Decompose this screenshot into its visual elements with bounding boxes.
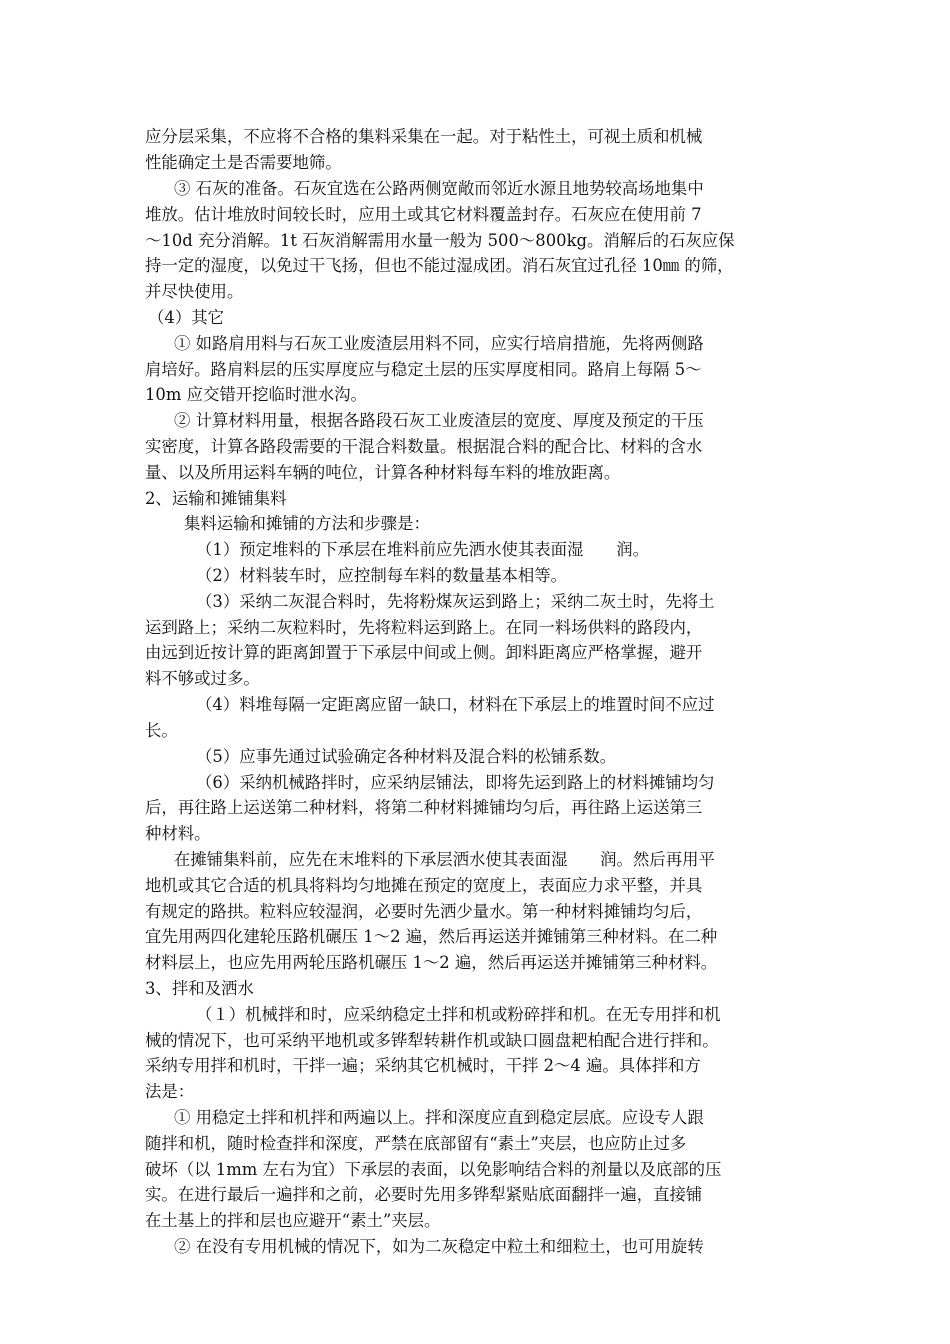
text-line: 应分层采集，不应将不合格的集料采集在一起。对于粘性土，可视土质和机械 [145,127,703,146]
text-line: 后，再往路上运送第二种材料，将第二种材料摊铺均匀后，再往路上运送第三 [145,798,703,817]
text-line: 集料运输和摊铺的方法和步骤是： [184,514,430,533]
text-line: 实密度，计算各路段需要的干混合料数量。根据混合料的配合比、材料的含水 [145,437,703,456]
text-line: 在摊铺集料前，应先在末堆料的下承层洒水使其表面湿 润。然后再用平 [174,850,715,869]
text-line: （5）应事先通过试验确定各种材料及混合料的松铺系数。 [196,747,617,766]
text-line: 肩培好。路肩料层的压实厚度应与稳定土层的压实厚度相同。路肩上每隔 5～ [145,360,702,379]
text-line: 有规定的路拱。粒料应较湿润，必要时先洒少量水。第一种材料摊铺均匀后， [145,902,703,921]
text-line: 地机或其它合适的机具将料均匀地摊在预定的宽度上，表面应力求平整，并具 [145,876,703,895]
text-line: （2）材料装车时，应控制每车料的数量基本相等。 [196,566,568,585]
text-line: 堆放。估计堆放时间较长时，应用土或其它材料覆盖封存。石灰应在使用前 7 [145,205,702,224]
section-heading: 3、拌和及洒水 [145,979,254,998]
text-line: 长。 [145,721,178,740]
text-line: ② 计算材料用量，根据各路段石灰工业废渣层的宽度、厚度及预定的干压 [174,411,704,430]
text-line: 运到路上；采纳二灰粒料时，先将粒料运到路上。在同一料场供料的路段内， [145,618,703,637]
text-line: ① 如路肩用料与石灰工业废渣层用料不同，应实行培肩措施，先将两侧路 [174,334,704,353]
text-line: （3）采纳二灰混合料时，先将粉煤灰运到路上；采纳二灰土时，先将土 [196,592,715,611]
text-line: 破坏（以 1mm 左右为宜）下承层的表面，以免影响结合料的剂量以及底部的压 [145,1160,722,1179]
text-line: 随拌和机，随时检查拌和深度，严禁在底部留有“素土”夹层，也应防止过多 [145,1134,687,1153]
text-line: 法是： [145,1082,195,1101]
text-line: 量、以及所用运料车辆的吨位，计算各种材料每车料的堆放距离。 [145,463,621,482]
text-line: （6）采纳机械路拌时，应采纳层铺法，即将先运到路上的材料摊铺均匀 [196,773,715,792]
text-line: ③ 石灰的准备。石灰宜选在公路两侧宽敞而邻近水源且地势较高场地集中 [174,179,704,198]
text-line: 宜先用两四化建轮压路机碾压 1～2 遍，然后再运送并摊铺第三种材料。在二种 [145,927,718,946]
text-line: 实。在进行最后一遍拌和之前，必要时先用多铧犁紧贴底面翻拌一遍，直接铺 [145,1185,703,1204]
section-heading: （4）其它 [148,308,224,327]
text-line: ① 用稳定土拌和机拌和两遍以上。拌和深度应直到稳定层底。应设专人跟 [174,1108,704,1127]
text-line: 料不够或过多。 [145,669,260,688]
text-line: （１）机械拌和时，应采纳稳定土拌和机或粉碎拌和机。在无专用拌和机 [196,1005,721,1024]
text-line: 械的情况下，也可采纳平地机或多铧犁转耕作机或缺口圆盘耙柏配合进行拌和。 [145,1031,719,1050]
text-line: 持一定的湿度，以免过干飞扬，但也不能过湿成团。消石灰宜过孔径 10㎜ 的筛， [145,256,734,275]
text-line: 材料层上，也应先用两轮压路机碾压 1～2 遍，然后再运送并摊铺第三种材料。 [145,953,718,972]
text-line: 种材料。 [145,824,211,843]
text-line: ② 在没有专用机械的情况下，如为二灰稳定中粒土和细粒土，也可用旋转 [174,1237,704,1256]
text-line: 在土基上的拌和层也应避开“素土”夹层。 [145,1211,441,1230]
text-line: （4）料堆每隔一定距离应留一缺口，材料在下承层上的堆置时间不应过 [196,695,715,714]
section-heading: 2、运输和摊铺集料 [145,489,287,508]
text-line: 并尽快使用。 [145,282,244,301]
text-line: 由远到近按计算的距离卸置于下承层中间或上侧。卸料距离应严格掌握，避开 [145,643,703,662]
text-line: ～10d 充分消解。1t 石灰消解需用水量一般为 500～800kg。消解后的石灰应保 [145,231,735,250]
text-line: 采纳专用拌和机时，干拌一遍；采纳其它机械时，干拌 2～4 遍。具体拌和方 [145,1056,701,1075]
text-line: 性能确定土是否需要地筛。 [145,153,342,172]
text-line: （1）预定堆料的下承层在堆料前应先洒水使其表面湿 润。 [196,540,649,559]
text-line: 10m 应交错开挖临时泄水沟。 [145,385,367,404]
